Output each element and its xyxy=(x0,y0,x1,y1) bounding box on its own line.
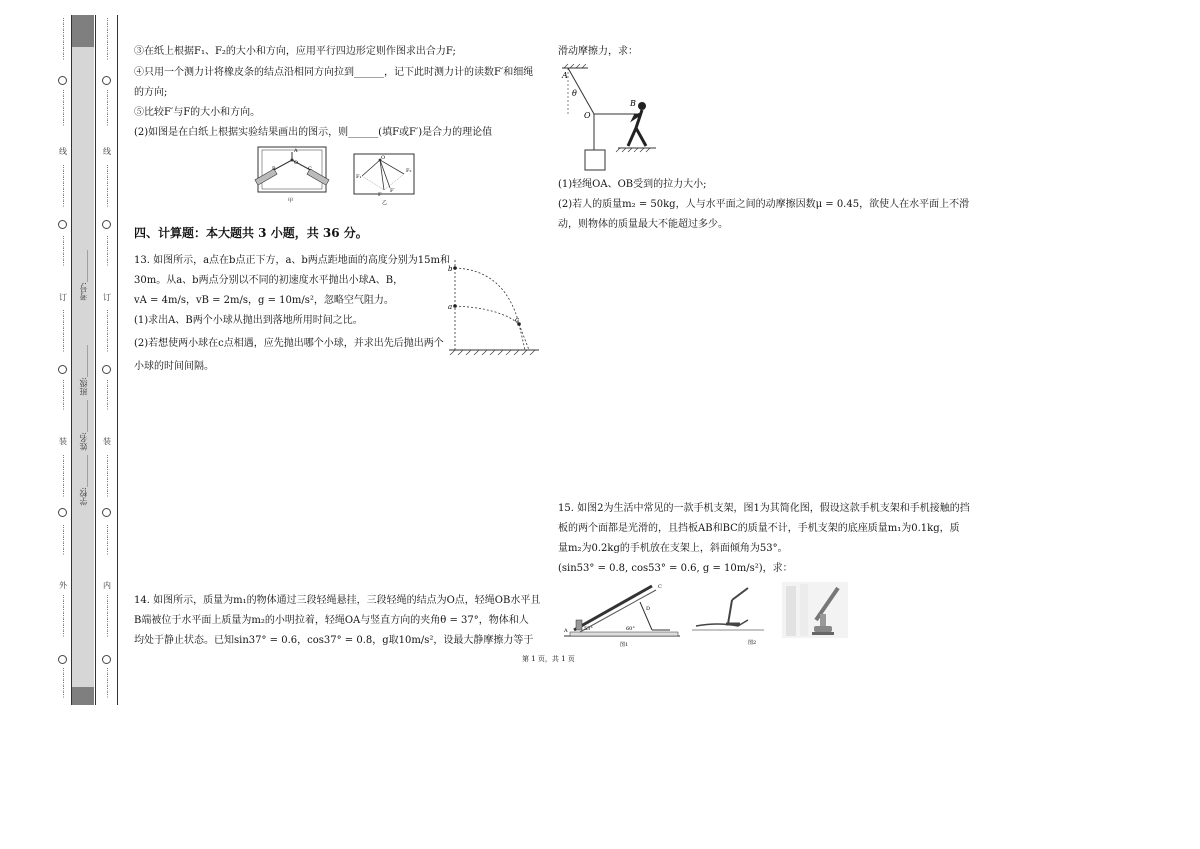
label-b: B xyxy=(630,99,636,108)
rope-figure xyxy=(558,62,658,174)
projectile-figure xyxy=(445,256,541,356)
dotted-line: ⋮ ⋮ ⋮ ⋮ ⋮ ⋮ ⋮ xyxy=(60,164,67,208)
dotted-line: ⋮ ⋮ ⋮ ⋮ ⋮ ⋮ ⋮ xyxy=(60,17,67,61)
binding-char: 线 xyxy=(103,147,111,156)
binding-hole xyxy=(58,508,67,517)
q13-line-2: 30m。从a、b两点分别以不同的初速度水平抛出小球A、B， xyxy=(134,275,404,286)
dotted-line: ⋮ ⋮ ⋮ ⋮ ⋮ ⋮ xyxy=(104,89,111,127)
field-school: 学校:________ xyxy=(79,455,88,506)
q14-sub-2-line-2: 动，则物体的质量最大不能超过多少。 xyxy=(558,219,728,230)
q13-line-6: 小球的时间间隔。 xyxy=(134,361,214,372)
q13-line-1: 13. 如图所示，a点在b点正下方，a、b两点距地面的高度分别为15m和 xyxy=(134,255,451,266)
svg-text:F₂: F₂ xyxy=(406,168,412,174)
label-theta: θ xyxy=(572,89,577,98)
svg-text:A: A xyxy=(564,628,568,634)
dotted-line: ⋮ ⋮ ⋮ ⋮ ⋮ ⋮ xyxy=(60,89,67,127)
label-a: A xyxy=(562,71,568,80)
dotted-line: ⋮ ⋮ ⋮ ⋮ ⋮ xyxy=(60,379,67,411)
dotted-line: ⋮ ⋮ ⋮ ⋮ ⋮ ⋮ ⋮ xyxy=(104,164,111,208)
dotted-line: ⋮ ⋮ ⋮ ⋮ ⋮ xyxy=(60,667,67,699)
experiment-figure-1 xyxy=(250,144,334,204)
binding-char: 订 xyxy=(59,293,67,302)
svg-text:F′: F′ xyxy=(390,188,395,194)
binding-char: 订 xyxy=(103,293,111,302)
phone-stand-diagram xyxy=(560,580,682,650)
dotted-line: ⋮ ⋮ ⋮ ⋮ ⋮ xyxy=(60,524,67,556)
angle-53-label: 53° xyxy=(584,626,593,632)
dotted-line: ⋮ ⋮ ⋮ ⋮ ⋮ xyxy=(104,667,111,699)
binding-hole xyxy=(58,365,67,374)
experiment-figure-2 xyxy=(352,150,418,206)
field-class: 班级:________ xyxy=(79,345,88,396)
q14-continued: 滑动摩擦力，求： xyxy=(558,46,638,57)
dotted-line: ⋮ ⋮ ⋮ ⋮ ⋮ ⋮ ⋮ xyxy=(104,594,111,638)
binding-hole xyxy=(102,655,111,664)
label-o: O xyxy=(584,111,591,120)
binding-hole xyxy=(102,76,111,85)
svg-text:D: D xyxy=(646,606,651,612)
q13-line-3: vA = 4m/s，vB = 2m/s，g = 10m/s²，忽略空气阻力。 xyxy=(134,295,394,306)
dotted-line: ⋮ ⋮ ⋮ ⋮ ⋮ xyxy=(60,235,67,267)
q15-line-3: 量m₂为0.2kg的手机放在支架上，斜面倾角为53°。 xyxy=(558,543,788,554)
step-4-line-1: ④只用一个测力计将橡皮条的结点沿相同方向拉到______，记下此时测力计的读数F′和细绳 xyxy=(134,67,534,78)
svg-text:F: F xyxy=(378,192,382,198)
binding-hole xyxy=(58,76,67,85)
dotted-line: ⋮ ⋮ ⋮ ⋮ ⋮ xyxy=(104,524,111,556)
step-3: ③在纸上根据F₁、F₂的大小和方向，应用平行四边形定则作图求出合力F; xyxy=(134,46,456,57)
field-name: 姓名:________ xyxy=(79,400,88,451)
dotted-line: ⋮ ⋮ ⋮ ⋮ ⋮ ⋮ ⋮ xyxy=(60,594,67,638)
figure-1-caption: 图1 xyxy=(620,642,629,648)
point-c-label: c xyxy=(515,316,519,324)
figure-2-caption: 图2 xyxy=(748,640,757,646)
binding-char: 线 xyxy=(59,147,67,156)
svg-text:F₁: F₁ xyxy=(356,174,362,180)
svg-text:A: A xyxy=(294,148,298,154)
q14-line-1: 14. 如图所示，质量为m₁的物体通过三段轻绳悬挂，三段轻绳的结点为O点，轻绳OB水平且 xyxy=(134,595,541,606)
field-number: 考号:________ xyxy=(79,250,88,301)
strip-dark-top xyxy=(72,15,94,47)
step-5: ⑤比较F′与F的大小和方向。 xyxy=(134,107,261,118)
svg-text:C: C xyxy=(658,584,662,590)
section-heading: 四、计算题：本大题共 3 小题，共 36 分。 xyxy=(134,226,368,240)
strip-border-mid xyxy=(95,15,96,705)
point-a-label: a xyxy=(448,303,453,311)
phone-stand-sketch xyxy=(688,586,770,648)
q15-line-4: (sin53° = 0.8, cos53° = 0.6, g = 10m/s²)，求： xyxy=(558,563,793,574)
dotted-line: ⋮ ⋮ ⋮ ⋮ ⋮ ⋮ ⋮ xyxy=(104,17,111,61)
page-footer: 第 1 页，共 1 页 xyxy=(522,655,575,663)
q14-line-2: B端被位于水平面上质量为m₂的小明拉着，轻绳OA与竖直方向的夹角θ = 37°，物体和人 xyxy=(134,615,529,626)
q13-line-5: (2)若想使两小球在c点相遇，应先抛出哪个小球，并求出先后抛出两个 xyxy=(134,338,444,349)
svg-text:O: O xyxy=(381,155,386,161)
point-b-label: b xyxy=(448,265,453,273)
figure-caption: 甲 xyxy=(288,198,294,204)
binding-char: 内 xyxy=(103,581,111,590)
phone-stand-photo xyxy=(782,582,848,638)
dotted-line: ⋮ ⋮ ⋮ ⋮ ⋮ ⋮ ⋮ xyxy=(60,309,67,353)
binding-hole xyxy=(102,220,111,229)
svg-text:B: B xyxy=(272,166,276,172)
dotted-line: ⋮ ⋮ ⋮ ⋮ ⋮ ⋮ ⋮ xyxy=(104,454,111,498)
svg-text:C: C xyxy=(308,166,312,172)
binding-char: 装 xyxy=(103,437,111,446)
q14-line-3: 均处于静止状态。已知sin37° = 0.6，cos37° = 0.8，g取10m/s²，设最大静摩擦力等于 xyxy=(134,635,534,646)
question-12-2: (2)如图是在白纸上根据实验结果画出的图示，则______(填F或F′)是合力的理论值 xyxy=(134,127,493,138)
binding-hole xyxy=(58,655,67,664)
svg-text:O: O xyxy=(294,160,299,166)
dotted-line: ⋮ ⋮ ⋮ ⋮ ⋮ xyxy=(104,235,111,267)
angle-60-label: 60° xyxy=(626,626,635,632)
step-4-line-2: 的方向; xyxy=(134,87,168,98)
q14-sub-1: (1)轻绳OA、OB受到的拉力大小; xyxy=(558,179,707,190)
binding-hole xyxy=(102,365,111,374)
strip-dark-bottom xyxy=(72,687,94,705)
q15-line-1: 15. 如图2为生活中常见的一款手机支架，图1为其简化图，假设这款手机支架和手机接触的挡 xyxy=(558,503,970,514)
binding-char: 装 xyxy=(59,437,67,446)
dotted-line: ⋮ ⋮ ⋮ ⋮ ⋮ xyxy=(104,379,111,411)
q15-line-2: 板的两个面都是光滑的，且挡板AB和BC的质量不计，手机支架的底座质量m₁为0.1kg，质 xyxy=(558,523,960,534)
q13-line-4: (1)求出A、B两个小球从抛出到落地所用时间之比。 xyxy=(134,315,363,326)
binding-hole xyxy=(102,508,111,517)
strip-border-right xyxy=(117,15,118,705)
dotted-line: ⋮ ⋮ ⋮ ⋮ ⋮ ⋮ ⋮ xyxy=(104,309,111,353)
q14-sub-2-line-1: (2)若人的质量m₂ = 50kg，人与水平面之间的动摩擦因数μ = 0.45，欲使人在水平面上不滑 xyxy=(558,199,970,210)
binding-hole xyxy=(58,220,67,229)
binding-char: 外 xyxy=(59,581,67,590)
figure-caption: 乙 xyxy=(382,200,388,206)
dotted-line: ⋮ ⋮ ⋮ ⋮ ⋮ ⋮ ⋮ xyxy=(60,454,67,498)
